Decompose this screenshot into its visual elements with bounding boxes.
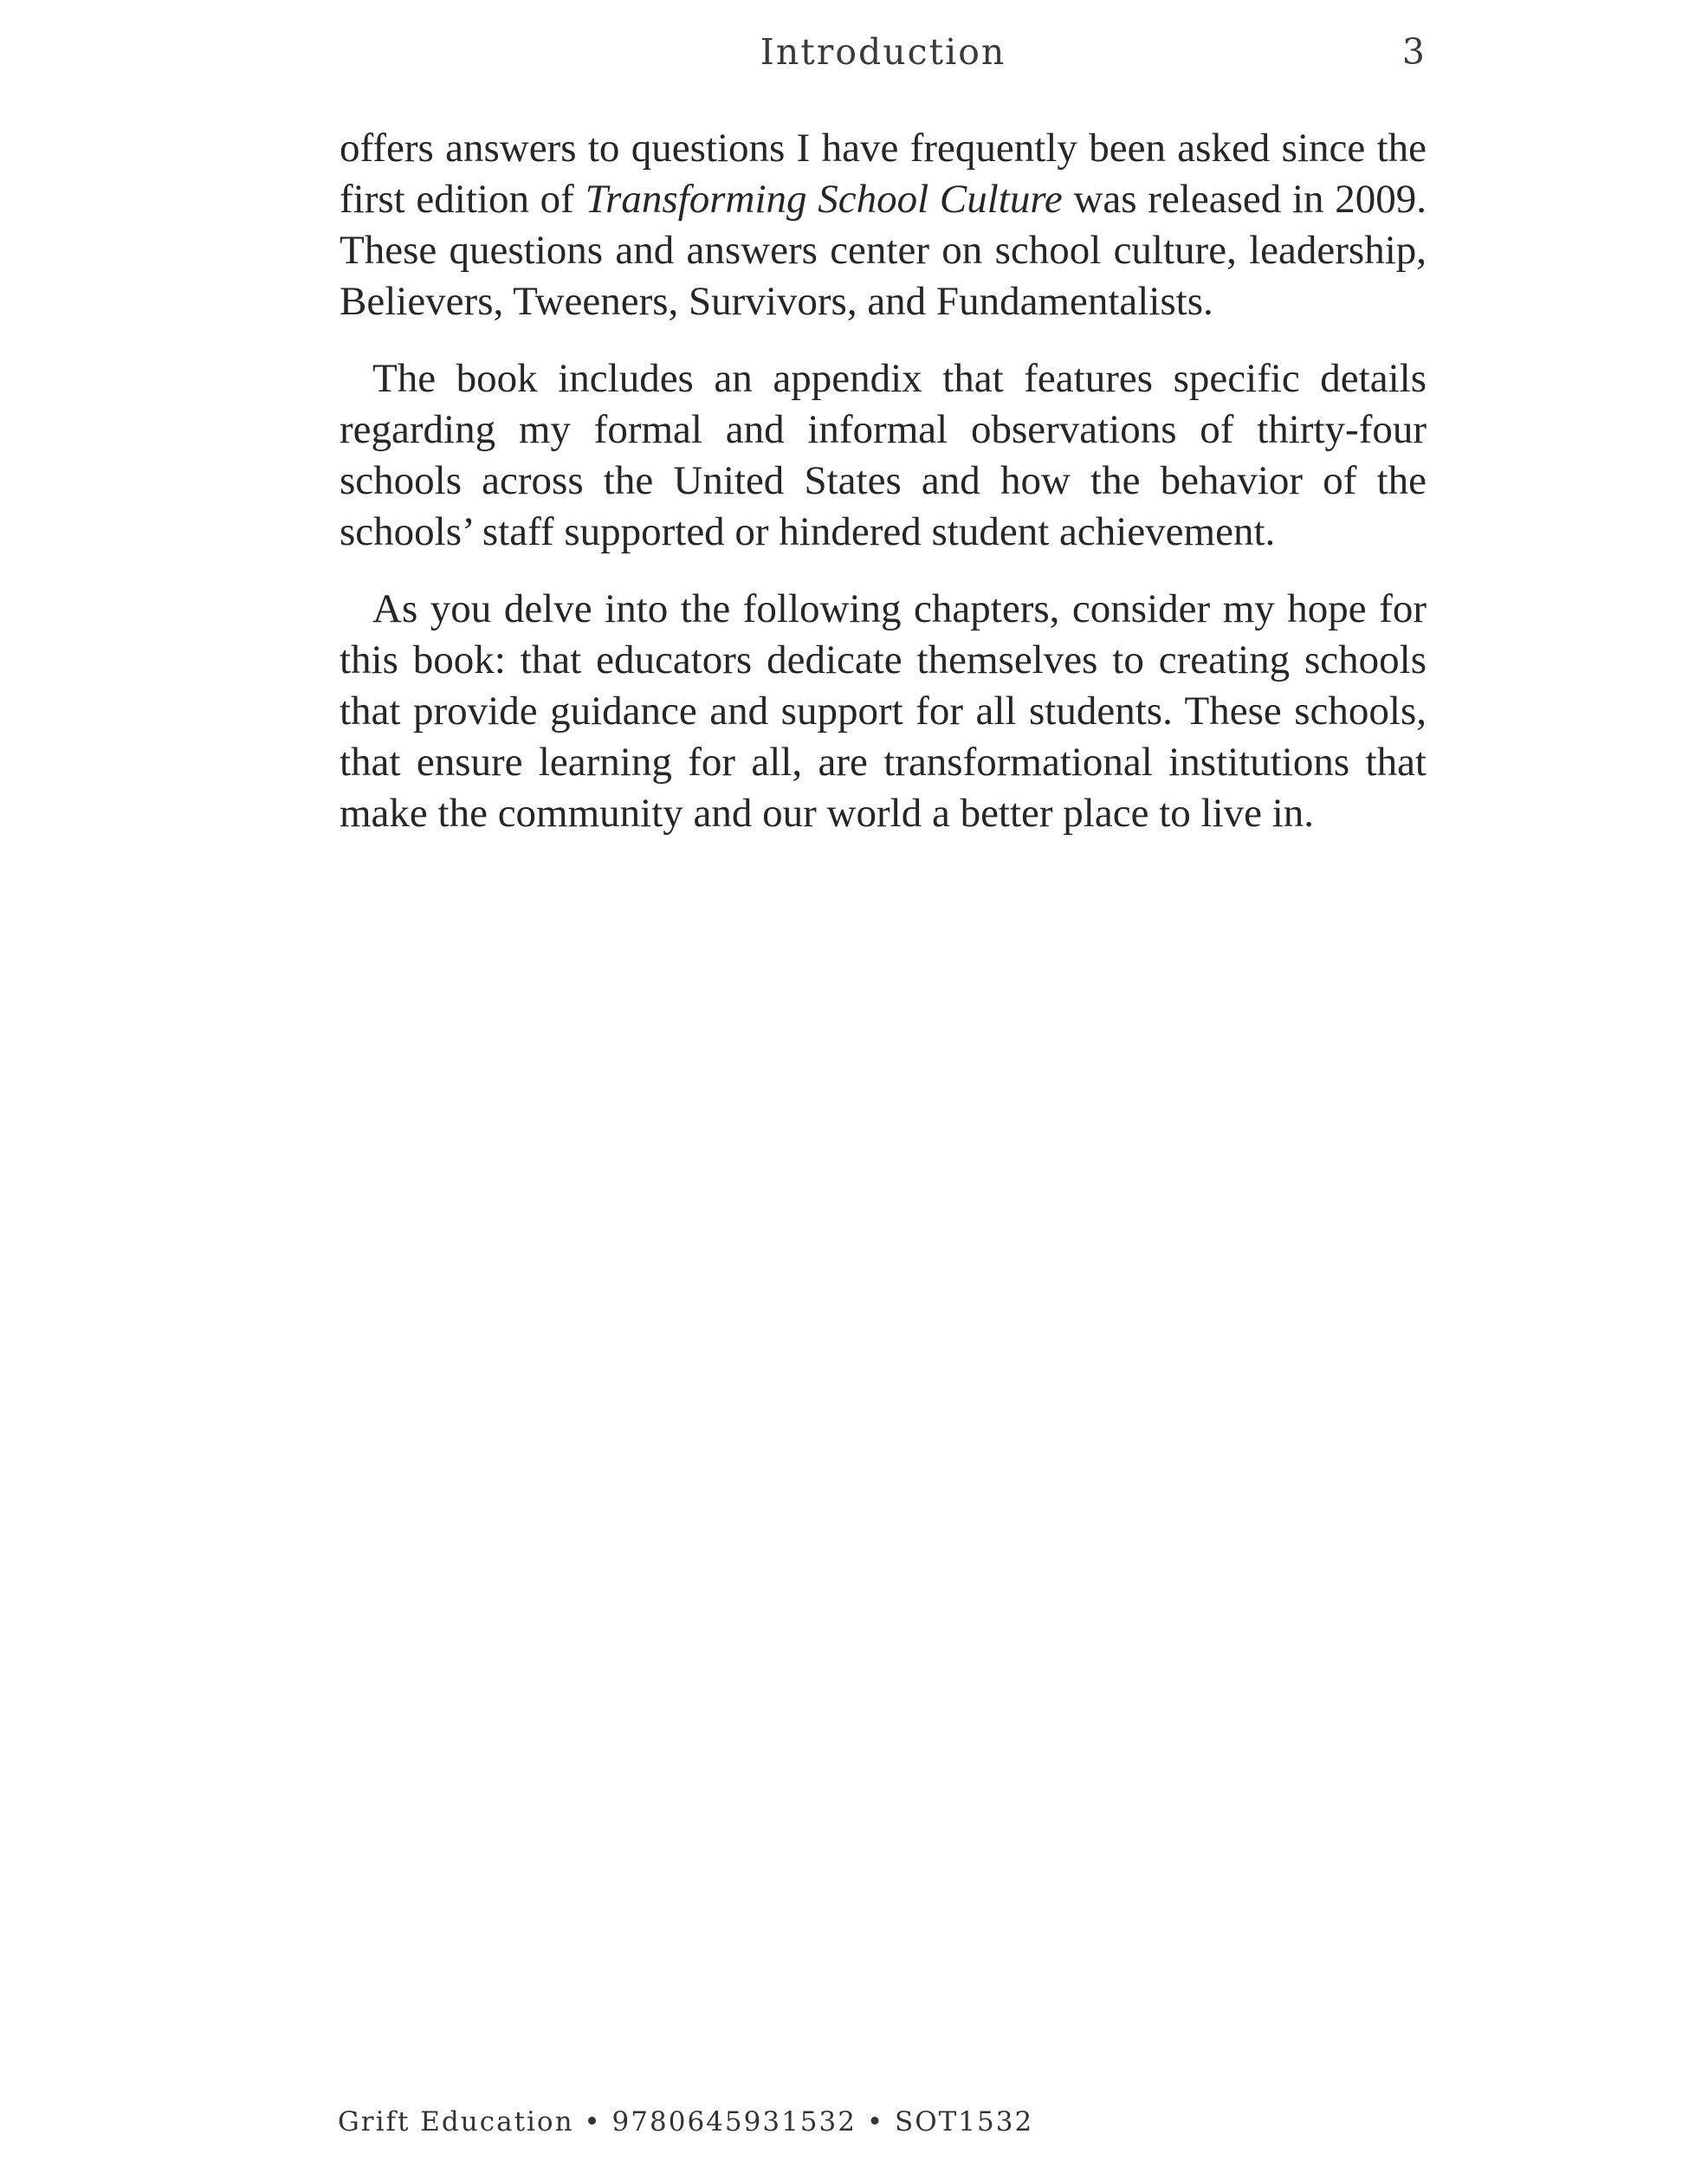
paragraph-1 (340, 123, 1427, 327)
section-title: Introduction (760, 31, 1006, 73)
paragraph-2: The book includes an appendix that features specific details regarding my formal and informal observations of thirty-four schools across the United States and how the behavior of the schools’ staff supported or hindered student achievement. (340, 356, 1427, 554)
page-number: 3 (1401, 31, 1427, 73)
paragraph-1-text-end: was released in 2009. These questions and answers center on school culture, leadership, Believers, Tweeners, Survivors, and Fundamentalists. (340, 177, 1427, 324)
paragraph-1-text-start: offers answers to questions I have frequently been asked since the first edition of (340, 126, 1427, 222)
footer: Grift Education • 9780645931532 • SOT1532 (338, 2106, 1034, 2137)
paragraph-3: As you delve into the following chapters, consider my hope for this book: that educators dedicate themselves to creating schools that provide guidance and support for all students. These schools, that ensure learning for all, are transformational institutions that make the community and our world a better place to live in. (340, 586, 1427, 836)
body-text (340, 123, 1427, 865)
book-title: Transforming School Culture (585, 177, 1063, 222)
running-head (340, 24, 1427, 85)
